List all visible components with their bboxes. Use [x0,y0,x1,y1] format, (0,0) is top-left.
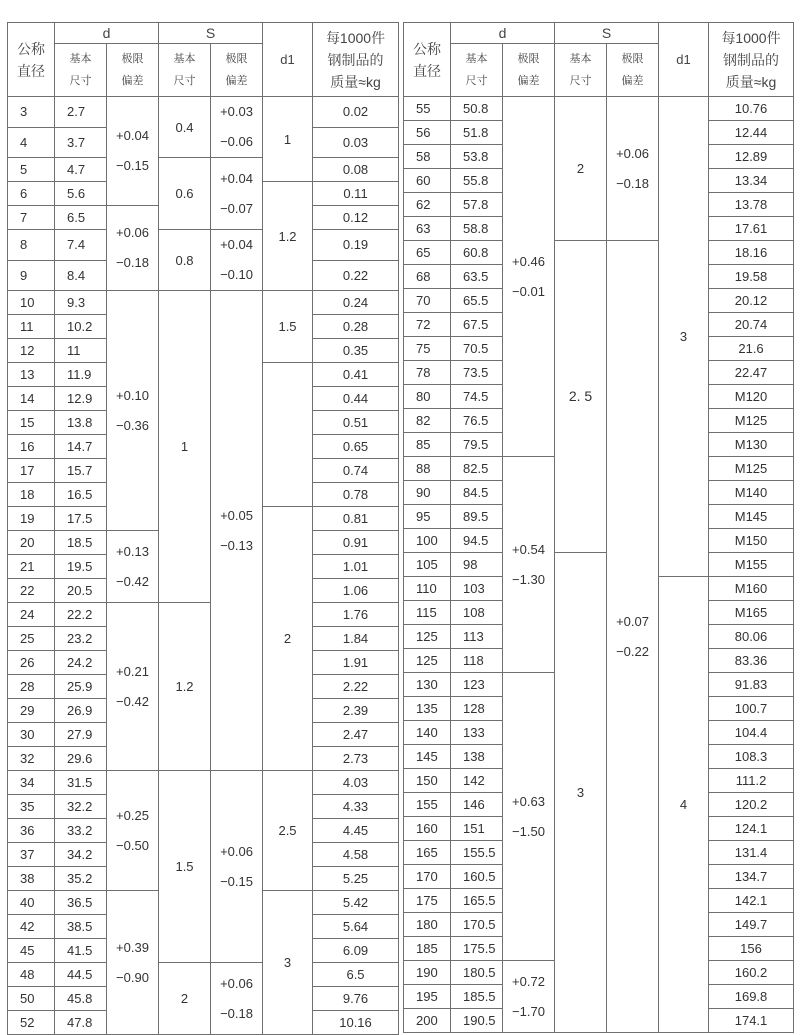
nominal-diameter-cell: 75 [404,337,451,361]
nominal-diameter-cell: 48 [8,963,55,987]
d-basic-cell: 26.9 [55,699,107,723]
nominal-diameter-cell: 60 [404,169,451,193]
s-tolerance-cell: +0.04 −0.07 [211,158,263,230]
nominal-diameter-cell: 14 [8,387,55,411]
mass-cell: 0.78 [313,483,399,507]
d-basic-cell: 25.9 [55,675,107,699]
d-basic-cell: 17.5 [55,507,107,531]
d-basic-cell: 82.5 [451,457,503,481]
table-row [8,771,399,795]
header-nominal-diameter: 公称 直径 [8,23,55,97]
header-s-tolerance: 极限 偏差 [607,44,659,97]
mass-cell: 0.03 [313,127,399,158]
mass-cell: 1.06 [313,579,399,603]
mass-cell: 5.25 [313,867,399,891]
nominal-diameter-cell: 63 [404,217,451,241]
nominal-diameter-cell: 80 [404,385,451,409]
nominal-diameter-cell: 22 [8,579,55,603]
d-basic-cell: 55.8 [451,169,503,193]
nominal-diameter-cell: 190 [404,961,451,985]
d-basic-cell: 4.7 [55,158,107,182]
d-basic-cell: 98 [451,553,503,577]
nominal-diameter-cell: 52 [8,1011,55,1035]
nominal-diameter-cell: 105 [404,553,451,577]
s-tolerance-cell: +0.06 −0.15 [211,771,263,963]
d-basic-cell: 108 [451,601,503,625]
header-d: d [55,23,159,44]
nominal-diameter-cell: 25 [8,627,55,651]
d-tolerance-cell: +0.63 −1.50 [503,673,555,961]
s-tolerance-cell: +0.06 −0.18 [607,97,659,241]
d-basic-cell: 180.5 [451,961,503,985]
d-basic-cell: 38.5 [55,915,107,939]
nominal-diameter-cell: 17 [8,459,55,483]
nominal-diameter-cell: 160 [404,817,451,841]
mass-cell: 0.41 [313,363,399,387]
mass-cell: 174.1 [709,1009,794,1033]
d-basic-cell: 113 [451,625,503,649]
s-tolerance-cell: +0.06 −0.18 [211,963,263,1035]
d-basic-cell: 160.5 [451,865,503,889]
d-basic-cell: 32.2 [55,795,107,819]
d-basic-cell: 58.8 [451,217,503,241]
d-basic-cell: 84.5 [451,481,503,505]
nominal-diameter-cell: 135 [404,697,451,721]
d-basic-cell: 155.5 [451,841,503,865]
nominal-diameter-cell: 42 [8,915,55,939]
d1-cell: 1.2 [263,182,313,291]
d-tolerance-cell: +0.39 −0.90 [107,891,159,1035]
mass-cell: 19.58 [709,265,794,289]
nominal-diameter-cell: 55 [404,97,451,121]
nominal-diameter-cell: 12 [8,339,55,363]
d1-cell: 2 [263,507,313,771]
mass-cell: 169.8 [709,985,794,1009]
d1-cell: 4 [659,577,709,1033]
mass-cell: 0.35 [313,339,399,363]
mass-cell: 149.7 [709,913,794,937]
nominal-diameter-cell: 175 [404,889,451,913]
d-basic-cell: 175.5 [451,937,503,961]
d-basic-cell: 33.2 [55,819,107,843]
header-s-tolerance: 极限 偏差 [211,44,263,97]
d-basic-cell: 76.5 [451,409,503,433]
mass-cell: 0.81 [313,507,399,531]
s-basic-cell: 0.4 [159,97,211,158]
nominal-diameter-cell: 29 [8,699,55,723]
mass-cell: 111.2 [709,769,794,793]
nominal-diameter-cell: 82 [404,409,451,433]
mass-cell: M125 [709,409,794,433]
d-tolerance-cell: +0.25 −0.50 [107,771,159,891]
mass-cell: M160 [709,577,794,601]
mass-cell: 2.73 [313,747,399,771]
mass-cell: 0.44 [313,387,399,411]
mass-cell: 0.11 [313,182,399,206]
d-basic-cell: 35.2 [55,867,107,891]
d-basic-cell: 146 [451,793,503,817]
s-basic-cell: 2 [555,97,607,241]
d-basic-cell: 123 [451,673,503,697]
nominal-diameter-cell: 10 [8,291,55,315]
mass-cell: 22.47 [709,361,794,385]
mass-cell: 18.16 [709,241,794,265]
mass-cell: 10.16 [313,1011,399,1035]
mass-cell: M165 [709,601,794,625]
mass-cell: 0.91 [313,531,399,555]
nominal-diameter-cell: 68 [404,265,451,289]
nominal-diameter-cell: 130 [404,673,451,697]
nominal-diameter-cell: 72 [404,313,451,337]
d-basic-cell: 20.5 [55,579,107,603]
table-row [8,97,399,128]
d-basic-cell: 22.2 [55,603,107,627]
d-basic-cell: 170.5 [451,913,503,937]
d-basic-cell: 10.2 [55,315,107,339]
mass-cell: 0.19 [313,230,399,261]
nominal-diameter-cell: 3 [8,97,55,128]
header-d1: d1 [263,23,313,97]
nominal-diameter-cell: 95 [404,505,451,529]
d-basic-cell: 11.9 [55,363,107,387]
d-basic-cell: 89.5 [451,505,503,529]
mass-cell: 20.12 [709,289,794,313]
nominal-diameter-cell: 200 [404,1009,451,1033]
d-basic-cell: 73.5 [451,361,503,385]
d-basic-cell: 65.5 [451,289,503,313]
nominal-diameter-cell: 58 [404,145,451,169]
d-basic-cell: 7.4 [55,230,107,261]
nominal-diameter-cell: 34 [8,771,55,795]
d-basic-cell: 128 [451,697,503,721]
d-basic-cell: 138 [451,745,503,769]
nominal-diameter-cell: 30 [8,723,55,747]
mass-cell: 83.36 [709,649,794,673]
d1-cell: 1.5 [263,291,313,363]
nominal-diameter-cell: 45 [8,939,55,963]
header-d1: d1 [659,23,709,97]
nominal-diameter-cell: 21 [8,555,55,579]
d-basic-cell: 24.2 [55,651,107,675]
s-basic-cell: 2. 5 [555,241,607,553]
nominal-diameter-cell: 65 [404,241,451,265]
s-tolerance-cell: +0.05 −0.13 [211,291,263,771]
mass-cell: 1.91 [313,651,399,675]
d1-cell: 3 [659,97,709,577]
d-basic-cell: 3.7 [55,127,107,158]
s-tolerance-cell: +0.03 −0.06 [211,97,263,158]
nominal-diameter-cell: 180 [404,913,451,937]
nominal-diameter-cell: 70 [404,289,451,313]
nominal-diameter-cell: 155 [404,793,451,817]
table-row [8,230,399,261]
d-tolerance-cell: +0.21 −0.42 [107,603,159,771]
d-basic-cell: 51.8 [451,121,503,145]
mass-cell: 2.47 [313,723,399,747]
nominal-diameter-cell: 8 [8,230,55,261]
d-basic-cell: 14.7 [55,435,107,459]
d-basic-cell: 19.5 [55,555,107,579]
d-basic-cell: 74.5 [451,385,503,409]
nominal-diameter-cell: 145 [404,745,451,769]
table-row [404,97,794,121]
table-row [8,291,399,315]
nominal-diameter-cell: 26 [8,651,55,675]
mass-cell: 12.44 [709,121,794,145]
d-basic-cell: 142 [451,769,503,793]
mass-cell: 160.2 [709,961,794,985]
header-d: d [451,23,555,44]
mass-cell: 134.7 [709,865,794,889]
d-basic-cell: 190.5 [451,1009,503,1033]
mass-cell: 1.01 [313,555,399,579]
nominal-diameter-cell: 13 [8,363,55,387]
nominal-diameter-cell: 62 [404,193,451,217]
nominal-diameter-cell: 195 [404,985,451,1009]
mass-cell: M125 [709,457,794,481]
mass-cell: 5.64 [313,915,399,939]
nominal-diameter-cell: 90 [404,481,451,505]
d-basic-cell: 67.5 [451,313,503,337]
nominal-diameter-cell: 88 [404,457,451,481]
mass-cell: 0.28 [313,315,399,339]
d-basic-cell: 57.8 [451,193,503,217]
nominal-diameter-cell: 9 [8,260,55,291]
d-basic-cell: 50.8 [451,97,503,121]
d-tolerance-cell: +0.10 −0.36 [107,291,159,531]
header-s-basic: 基本 尺寸 [159,44,211,97]
mass-cell: 0.51 [313,411,399,435]
mass-cell: 91.83 [709,673,794,697]
d-basic-cell: 44.5 [55,963,107,987]
mass-cell: M155 [709,553,794,577]
mass-cell: 156 [709,937,794,961]
nominal-diameter-cell: 38 [8,867,55,891]
s-tolerance-cell: +0.07 −0.22 [607,241,659,1033]
d-basic-cell: 70.5 [451,337,503,361]
s-basic-cell: 0.6 [159,158,211,230]
d-tolerance-cell: +0.54 −1.30 [503,457,555,673]
nominal-diameter-cell: 18 [8,483,55,507]
mass-cell: M130 [709,433,794,457]
table-row [8,963,399,987]
mass-cell: 104.4 [709,721,794,745]
d-tolerance-cell: +0.72 −1.70 [503,961,555,1033]
d-basic-cell: 41.5 [55,939,107,963]
d-tolerance-cell: +0.06 −0.18 [107,206,159,291]
header-nominal-diameter: 公称 直径 [404,23,451,97]
d-basic-cell: 16.5 [55,483,107,507]
nominal-diameter-cell: 115 [404,601,451,625]
nominal-diameter-cell: 24 [8,603,55,627]
nominal-diameter-cell: 56 [404,121,451,145]
header-mass: 每1000件 钢制品的 质量≈kg [313,23,399,97]
nominal-diameter-cell: 78 [404,361,451,385]
d-basic-cell: 103 [451,577,503,601]
nominal-diameter-cell: 110 [404,577,451,601]
nominal-diameter-cell: 7 [8,206,55,230]
mass-cell: 4.33 [313,795,399,819]
nominal-diameter-cell: 150 [404,769,451,793]
d-basic-cell: 5.6 [55,182,107,206]
d-basic-cell: 53.8 [451,145,503,169]
mass-cell: 1.76 [313,603,399,627]
d-basic-cell: 12.9 [55,387,107,411]
s-basic-cell: 0.8 [159,230,211,291]
d1-cell: 3 [263,891,313,1035]
mass-cell: M150 [709,529,794,553]
mass-cell: 131.4 [709,841,794,865]
mass-cell: 0.22 [313,260,399,291]
nominal-diameter-cell: 50 [8,987,55,1011]
header-mass: 每1000件 钢制品的 质量≈kg [709,23,794,97]
d-basic-cell: 79.5 [451,433,503,457]
d-basic-cell: 2.7 [55,97,107,128]
d-basic-cell: 36.5 [55,891,107,915]
d-basic-cell: 9.3 [55,291,107,315]
nominal-diameter-cell: 11 [8,315,55,339]
d-basic-cell: 165.5 [451,889,503,913]
mass-cell: 4.58 [313,843,399,867]
mass-cell: 142.1 [709,889,794,913]
d1-cell: 2.5 [263,771,313,891]
spec-table-left [7,22,399,1035]
mass-cell: 12.89 [709,145,794,169]
mass-cell: 124.1 [709,817,794,841]
mass-cell: 4.03 [313,771,399,795]
header-s: S [555,23,659,44]
d-basic-cell: 47.8 [55,1011,107,1035]
mass-cell: 1.84 [313,627,399,651]
mass-cell: 20.74 [709,313,794,337]
nominal-diameter-cell: 36 [8,819,55,843]
mass-cell: 108.3 [709,745,794,769]
nominal-diameter-cell: 20 [8,531,55,555]
d-tolerance-cell: +0.04 −0.15 [107,97,159,206]
s-basic-cell: 1.5 [159,771,211,963]
d-basic-cell: 31.5 [55,771,107,795]
mass-cell: 0.12 [313,206,399,230]
header-d-tolerance: 极限 偏差 [107,44,159,97]
nominal-diameter-cell: 165 [404,841,451,865]
mass-cell: 0.65 [313,435,399,459]
d-basic-cell: 185.5 [451,985,503,1009]
mass-cell: 0.74 [313,459,399,483]
mass-cell: 5.42 [313,891,399,915]
d-tolerance-cell: +0.46 −0.01 [503,97,555,457]
nominal-diameter-cell: 19 [8,507,55,531]
nominal-diameter-cell: 100 [404,529,451,553]
spec-table-right [403,22,794,1033]
mass-cell: 0.24 [313,291,399,315]
nominal-diameter-cell: 35 [8,795,55,819]
s-basic-cell: 1 [159,291,211,603]
d-basic-cell: 18.5 [55,531,107,555]
header-s: S [159,23,263,44]
mass-cell: 2.22 [313,675,399,699]
nominal-diameter-cell: 15 [8,411,55,435]
d1-cell: 1 [263,97,313,182]
d-basic-cell: 15.7 [55,459,107,483]
table-row [8,603,399,627]
table-row [8,158,399,182]
d-basic-cell: 63.5 [451,265,503,289]
d-basic-cell: 151 [451,817,503,841]
nominal-diameter-cell: 37 [8,843,55,867]
s-tolerance-cell: +0.04 −0.10 [211,230,263,291]
mass-cell: 120.2 [709,793,794,817]
d-basic-cell: 8.4 [55,260,107,291]
mass-cell: 0.08 [313,158,399,182]
d1-cell [263,363,313,507]
header-d-basic: 基本 尺寸 [55,44,107,97]
d-basic-cell: 133 [451,721,503,745]
nominal-diameter-cell: 40 [8,891,55,915]
d-basic-cell: 118 [451,649,503,673]
nominal-diameter-cell: 32 [8,747,55,771]
header-s-basic: 基本 尺寸 [555,44,607,97]
d-basic-cell: 34.2 [55,843,107,867]
mass-cell: 0.02 [313,97,399,128]
s-basic-cell: 1.2 [159,603,211,771]
mass-cell: M120 [709,385,794,409]
mass-cell: 6.09 [313,939,399,963]
mass-cell: 2.39 [313,699,399,723]
nominal-diameter-cell: 170 [404,865,451,889]
mass-cell: 100.7 [709,697,794,721]
table-row [404,553,794,577]
header-d-basic: 基本 尺寸 [451,44,503,97]
nominal-diameter-cell: 4 [8,127,55,158]
d-tolerance-cell: +0.13 −0.42 [107,531,159,603]
nominal-diameter-cell: 140 [404,721,451,745]
d-basic-cell: 60.8 [451,241,503,265]
d-basic-cell: 27.9 [55,723,107,747]
mass-cell: 13.78 [709,193,794,217]
mass-cell: 17.61 [709,217,794,241]
mass-cell: 9.76 [313,987,399,1011]
d-basic-cell: 6.5 [55,206,107,230]
mass-cell: 4.45 [313,819,399,843]
d-basic-cell: 13.8 [55,411,107,435]
nominal-diameter-cell: 5 [8,158,55,182]
mass-cell: 13.34 [709,169,794,193]
mass-cell: 10.76 [709,97,794,121]
nominal-diameter-cell: 85 [404,433,451,457]
nominal-diameter-cell: 16 [8,435,55,459]
mass-cell: M140 [709,481,794,505]
d-basic-cell: 29.6 [55,747,107,771]
d-basic-cell: 11 [55,339,107,363]
mass-cell: 6.5 [313,963,399,987]
table-row [404,241,794,265]
d-basic-cell: 45.8 [55,987,107,1011]
nominal-diameter-cell: 185 [404,937,451,961]
nominal-diameter-cell: 125 [404,649,451,673]
s-basic-cell: 3 [555,553,607,1033]
mass-cell: 80.06 [709,625,794,649]
s-basic-cell: 2 [159,963,211,1035]
mass-cell: 21.6 [709,337,794,361]
d-basic-cell: 23.2 [55,627,107,651]
nominal-diameter-cell: 6 [8,182,55,206]
d-basic-cell: 94.5 [451,529,503,553]
nominal-diameter-cell: 125 [404,625,451,649]
header-d-tolerance: 极限 偏差 [503,44,555,97]
mass-cell: M145 [709,505,794,529]
nominal-diameter-cell: 28 [8,675,55,699]
